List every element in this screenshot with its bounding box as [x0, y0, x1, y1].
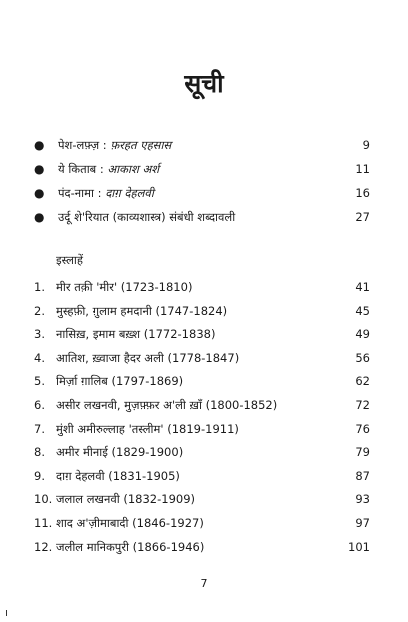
item-text: जलाल लखनवी (1832-1909) [56, 492, 196, 507]
list-item [34, 422, 370, 446]
bullet-icon: ● [34, 210, 45, 224]
item-number: 12. [34, 539, 53, 554]
item-text: मुस्हफ़ी, ग़ुलाम हमदानी (1747-1824) [56, 303, 228, 318]
list-item [34, 398, 370, 422]
item-text: असीर लखनवी, मुज़फ़्फ़र अ'ली ख़ाँ (1800-1852) [56, 397, 278, 412]
page-number: 11 [355, 162, 370, 176]
list-item [34, 540, 370, 564]
item-number: 5. [34, 374, 45, 389]
list-item [34, 304, 370, 328]
list-item [34, 374, 370, 398]
item-text: मीर तक़ी 'मीर' (1723-1810) [56, 280, 193, 294]
list-item [34, 162, 370, 186]
item-number: 3. [34, 327, 45, 342]
page-number: 97 [355, 515, 370, 530]
item-text: शाद अ'ज़ीमाबादी (1846-1927) [56, 515, 204, 530]
page-number: 56 [355, 350, 370, 365]
intro-list [34, 138, 370, 234]
item-text: मुंशी अमीरुल्लाह 'तस्लीम' (1819-1911) [56, 421, 239, 436]
page-number: 101 [348, 539, 370, 554]
edge-mark [6, 610, 7, 616]
item-text: दाग़ देहलवी (1831-1905) [56, 468, 180, 483]
item-number: 8. [34, 445, 45, 460]
list-item [34, 327, 370, 351]
item-number: 7. [34, 421, 45, 436]
list-item [34, 280, 370, 304]
page-number: 49 [355, 327, 370, 342]
list-item [34, 138, 370, 162]
page-number: 41 [355, 280, 370, 294]
list-item [34, 210, 370, 234]
item-number: 10. [34, 492, 53, 507]
item-text: ये किताब : आकाश अर्श [58, 162, 160, 176]
page-number: 27 [355, 210, 370, 224]
list-item [34, 351, 370, 375]
item-number: 11. [34, 515, 53, 530]
list-item [34, 445, 370, 469]
item-text: उर्दू शे'रियात (काव्यशास्त्र) संबंधी शब्दावली [58, 210, 236, 224]
footer-page-number: 7 [200, 577, 208, 590]
page-number: 87 [355, 468, 370, 483]
item-text: पेश-लफ़्ज़ : फ़रहत एहसास [58, 138, 172, 152]
page-title: सूची [184, 69, 224, 98]
bullet-icon: ● [34, 138, 45, 152]
section-heading: इस्लाहें [56, 253, 84, 267]
item-number: 1. [34, 280, 45, 294]
page-number: 72 [355, 397, 370, 412]
page-number: 45 [355, 303, 370, 318]
page-number: 62 [355, 374, 370, 389]
item-number: 6. [34, 397, 45, 412]
list-item [34, 186, 370, 210]
list-item [34, 516, 370, 540]
page-number: 79 [355, 445, 370, 460]
bullet-icon: ● [34, 186, 45, 200]
bullet-icon: ● [34, 162, 45, 176]
list-item [34, 469, 370, 493]
item-number: 9. [34, 468, 45, 483]
item-number: 2. [34, 303, 45, 318]
item-text: मिर्ज़ा ग़ालिब (1797-1869) [56, 374, 184, 389]
page-number: 93 [355, 492, 370, 507]
page-number: 76 [355, 421, 370, 436]
item-number: 4. [34, 350, 45, 365]
item-text: जलील मानिकपुरी (1866-1946) [56, 539, 205, 554]
page-number: 16 [355, 186, 370, 200]
item-text: पंद-नामा : दाग़ देहलवी [58, 186, 154, 200]
page-number: 9 [362, 138, 370, 152]
item-text: नासिख़, इमाम बख़्श (1772-1838) [56, 327, 216, 342]
item-text: अमीर मीनाई (1829-1900) [56, 445, 184, 460]
list-item [34, 492, 370, 516]
contents-list [34, 280, 370, 563]
item-text: आतिश, ख़्वाजा हैदर अली (1778-1847) [56, 350, 240, 365]
